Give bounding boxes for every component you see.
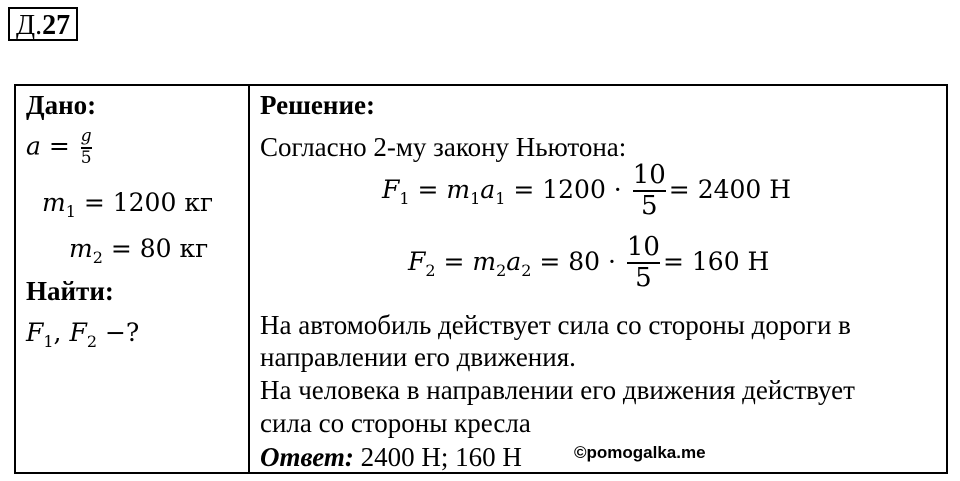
answer-label: Ответ: bbox=[260, 442, 354, 472]
eq1-fraction bbox=[633, 162, 666, 221]
given-a-numerator: g bbox=[80, 126, 92, 146]
eq2-mid: = 80 · bbox=[531, 246, 616, 276]
solution-text-line-2: направлении его движения. bbox=[260, 342, 576, 372]
find-f2: F bbox=[69, 318, 87, 347]
given-heading: Дано: bbox=[26, 90, 97, 120]
eq2-mass: m bbox=[472, 246, 497, 276]
m2-symbol: m bbox=[69, 234, 93, 263]
eq1-numerator: 10 bbox=[632, 160, 666, 190]
given-mass-1 bbox=[42, 186, 213, 229]
answer-value: 2400 Н; 160 Н bbox=[353, 442, 522, 472]
eq1-accel-sub: 1 bbox=[495, 188, 506, 208]
m2-value: = 80 кг bbox=[102, 234, 209, 263]
eq1-mid: = 1200 · bbox=[505, 174, 622, 204]
given-a-lhs: a = bbox=[26, 131, 70, 161]
solution-heading: Решение: bbox=[260, 90, 375, 120]
find-separator: , bbox=[53, 318, 70, 347]
equation-1: $F_1 = m_1a_1 = 1200$ · $\frac{10}{5}$ = 2400 Н bbox=[382, 160, 792, 222]
solution-text-line-4: сила со стороны кресла bbox=[260, 408, 531, 438]
task-number: 27 bbox=[42, 10, 71, 41]
solution-text-line-1: На автомобиль действует сила со стороны дороги в bbox=[260, 310, 851, 340]
given-acceleration bbox=[26, 128, 95, 168]
column-divider bbox=[248, 86, 250, 472]
given-a-denominator: 5 bbox=[80, 147, 92, 168]
find-heading: Найти: bbox=[26, 276, 114, 306]
equation-2: $F_2 = m_2a_2 = 80$ · $\frac{10}{5}$ = 160 Н bbox=[408, 232, 770, 294]
watermark: ©pomogalka.me bbox=[574, 443, 706, 462]
m1-subscript: 1 bbox=[65, 202, 76, 221]
eq2-accel: a bbox=[506, 246, 522, 276]
eq1-mass-sub: 1 bbox=[470, 188, 481, 208]
task-number-label bbox=[8, 7, 78, 41]
eq1-denominator: 5 bbox=[640, 191, 658, 222]
eq1-accel: a bbox=[480, 174, 496, 204]
given-a-fraction bbox=[81, 128, 92, 168]
find-f1-sub: 1 bbox=[43, 332, 54, 351]
find-unknowns bbox=[26, 316, 139, 359]
eq2-accel-sub: 2 bbox=[521, 260, 532, 280]
find-f1: F bbox=[26, 318, 44, 347]
eq2-denominator: 5 bbox=[635, 263, 652, 294]
eq2-force-sub: 2 bbox=[425, 260, 436, 280]
find-f2-sub: 2 bbox=[86, 332, 97, 351]
solution-text-line-3: На человека в направлении его движения действует bbox=[260, 375, 855, 405]
eq1-result: = 2400 Н bbox=[668, 174, 792, 204]
eq1-mass: m bbox=[446, 174, 471, 204]
find-question: −? bbox=[97, 318, 140, 347]
m1-symbol: m bbox=[42, 188, 66, 217]
eq2-mass-sub: 2 bbox=[496, 260, 507, 280]
eq1-force-sub: 1 bbox=[399, 188, 410, 208]
eq2-fraction bbox=[627, 234, 660, 293]
answer-line bbox=[260, 440, 522, 474]
eq2-force: F bbox=[408, 246, 426, 276]
solution-intro: Согласно 2-му закону Ньютона: bbox=[260, 132, 627, 162]
eq1-force: F bbox=[382, 174, 400, 204]
m1-value: = 1200 кг bbox=[75, 188, 214, 217]
m2-subscript: 2 bbox=[92, 248, 103, 267]
solution-table bbox=[14, 84, 948, 474]
task-prefix: Д. bbox=[16, 10, 43, 41]
eq2-numerator: 10 bbox=[626, 232, 660, 262]
given-mass-2 bbox=[69, 232, 208, 275]
eq2-result: = 160 Н bbox=[662, 246, 770, 276]
